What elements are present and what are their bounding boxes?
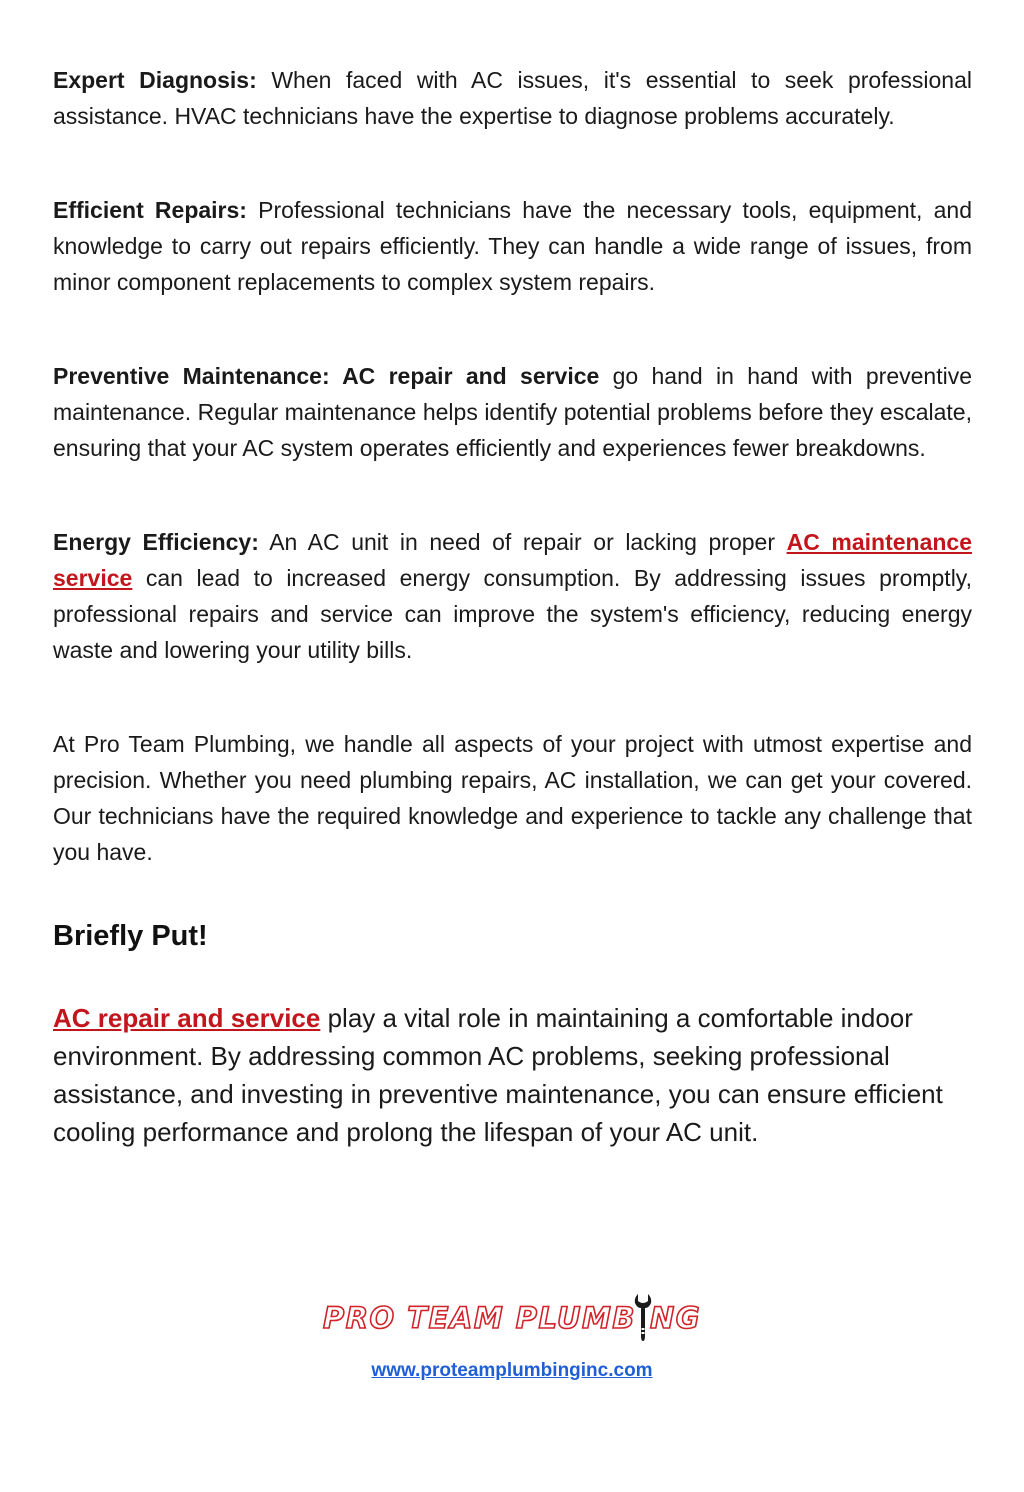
paragraph-preventive-maintenance	[53, 358, 972, 466]
paragraph-text: At Pro Team Plumbing, we handle all aspects of your project with utmost expertise and precision. Whether you need plumbing repairs, AC installation, we can get your covered. Our technicians have the required knowledge and experience to tackle any challenge that you have.	[53, 731, 972, 865]
paragraph-text: When faced with AC issues, it's essential to seek professional assistance. HVAC technicians have the expertise to diagnose problems accurately.	[53, 67, 972, 129]
ac-repair-and-service-link[interactable]: AC repair and service	[53, 1003, 321, 1033]
paragraph-expert-diagnosis	[53, 62, 972, 134]
paragraph-efficient-repairs	[53, 192, 972, 300]
paragraph-lead: Efficient Repairs:	[53, 197, 247, 223]
paragraph-text: Professional technicians have the necessary tools, equipment, and knowledge to carry out repairs efficiently. They can handle a wide range of issues, from minor component replacements to complex system repairs.	[53, 197, 973, 295]
ac-maintenance-service-link[interactable]: AC maintenance service	[53, 529, 972, 591]
document-body	[53, 62, 972, 1151]
logo-text-end: NG	[649, 1301, 702, 1335]
brand-logo	[323, 1290, 701, 1346]
logo-text-start: PRO TEAM PLUMB	[322, 1301, 636, 1335]
website-footer	[0, 1360, 1024, 1382]
wrench-icon	[634, 1292, 652, 1344]
paragraph-lead: Expert Diagnosis:	[53, 67, 257, 93]
logo-container	[0, 1290, 1024, 1346]
summary-text: play a vital role in maintaining a comfortable indoor environment. By addressing common AC problems, seeking professional assistance, and investing in preventive maintenance, you can ensure efficient cooling performance and prolong the lifespan of your AC unit.	[53, 1003, 943, 1147]
paragraph-text: can lead to increased energy consumption. By addressing issues promptly, professional repairs and service can improve the system's efficiency, reducing energy waste and lowering your utility bills.	[53, 565, 972, 663]
summary-paragraph	[53, 999, 972, 1151]
section-heading: Briefly Put!	[53, 920, 208, 952]
paragraph-energy-efficiency	[53, 524, 972, 668]
paragraph-text: go hand in hand with preventive maintenance. Regular maintenance helps identify potential problems before they escalate, ensuring that your AC system operates efficiently and experiences fewer breakdowns.	[53, 363, 972, 461]
paragraph-text: An AC unit in need of repair or lacking proper	[258, 529, 787, 555]
website-link[interactable]: www.proteamplumbinginc.com	[371, 1360, 653, 1381]
paragraph-lead: Energy Efficiency:	[53, 529, 259, 555]
paragraph-pro-team-plumbing	[53, 726, 972, 870]
paragraph-lead: Preventive Maintenance: AC repair and service	[53, 363, 600, 389]
